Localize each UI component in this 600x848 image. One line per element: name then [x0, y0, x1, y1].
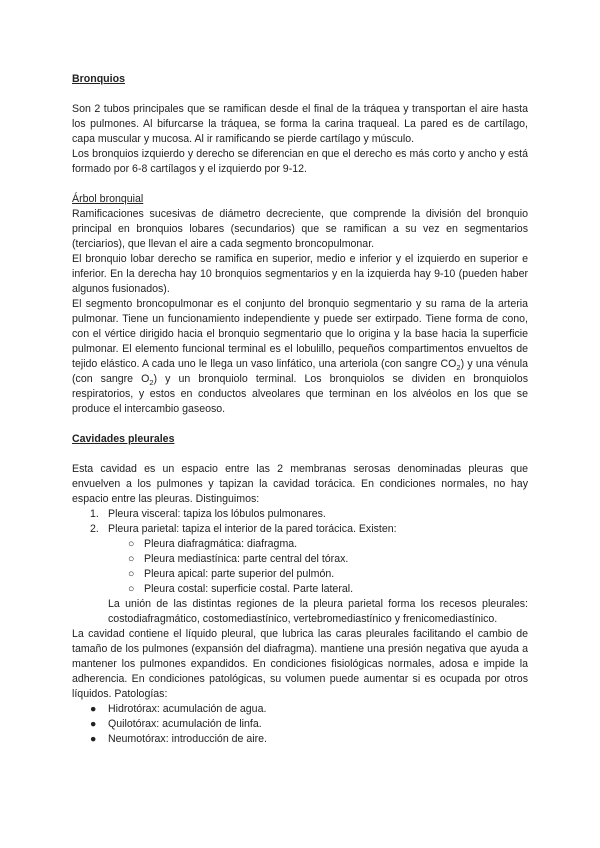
list-item [72, 522, 528, 537]
bullet-item [72, 717, 528, 732]
paragraph-cavidades-2: La cavidad contiene el líquido pleural, que lubrica las caras pleurales facilitando el cambio de tamaño de los pulmones (expansión del diafragma). mantiene una presión negativa que ayuda a mantener los pulmones expandidos. En condiciones fisiológicas normales, adosa e impide la adherencia. En condiciones patológicas, su volumen puede aumentar si es ocupada por otros líquidos. Patologías: [72, 628, 528, 700]
sublist-item-text: Pleura apical: parte superior del pulmón. [144, 568, 335, 580]
sublist-item [72, 537, 528, 552]
paragraph-cavidades-1: Esta cavidad es un espacio entre las 2 membranas serosas denominadas pleuras que envuelven a los pulmones y tapizan la cavidad torácica. En condiciones normales, no hay espacio entre las pleuras. Distinguimos: [72, 463, 528, 505]
circle-bullet-icon: ○ [128, 538, 135, 550]
bullet-icon: ● [90, 703, 97, 715]
paragraph-arbol-3-part-a: El segmento broncopulmonar es el conjunto del bronquio segmentario y su rama de la arteria pulmonar. Tiene un funcionamiento independiente y puede ser extirpado. Tiene forma de cono, con el vértice dirigido hacia el bronquio segmentario que lo origina y la base hacia la superficie pulmonar. El elemento funcional terminal es el lobulillo, pequeños compartimentos envueltos de tejido elástico. A cada uno le llega un vaso linfático, una arteriola (con sangre CO [72, 298, 528, 370]
sublist-item [72, 567, 528, 582]
bullet-item-text: Neumotórax: introducción de aire. [108, 733, 267, 745]
circle-bullet-icon: ○ [128, 568, 135, 580]
list-number: 2. [90, 523, 99, 535]
co2-subscript: 2 [456, 363, 461, 373]
circle-bullet-icon: ○ [128, 553, 135, 565]
bullet-item [72, 732, 528, 747]
paragraph-bronquios-1: Son 2 tubos principales que se ramifican desde el final de la tráquea y transportan el aire hasta los pulmones. Al bifurcarse la tráquea, se forma la carina traqueal. La pared es de cartílago, capa muscular y mucosa. Al ir ramificando se pierde cartílago y músculo. [72, 103, 528, 145]
pleura-numbered-list [72, 507, 528, 537]
sublist-item-text: Pleura mediastínica: parte central del tórax. [144, 553, 349, 565]
bullet-item-text: Hidrotórax: acumulación de agua. [108, 703, 267, 715]
list-number: 1. [90, 508, 99, 520]
paragraph-arbol-3 [72, 297, 528, 417]
o2-subscript: 2 [149, 378, 154, 388]
section-title-bronquios: Bronquios [72, 73, 125, 85]
sublist-item-text: Pleura costal: superficie costal. Parte lateral. [144, 583, 354, 595]
sublist-item-text: Pleura diafragmática: diafragma. [144, 538, 298, 550]
list-item-text: Pleura parietal: tapiza el interior de la pared torácica. Existen: [108, 523, 397, 535]
sublist-item [72, 552, 528, 567]
recesos-pleurales-note: La unión de las distintas regiones de la pleura parietal forma los recesos pleurales: costodiafragmático, costomediastínico, vertebromediastínico y frenicomediastínico. [108, 598, 528, 625]
bullet-item [72, 702, 528, 717]
bullet-icon: ● [90, 733, 97, 745]
sublist-item [72, 582, 528, 597]
bullet-item-text: Quilotórax: acumulación de linfa. [108, 718, 262, 730]
pleura-parietal-sublist [72, 537, 528, 597]
bullet-icon: ● [90, 718, 97, 730]
paragraph-bronquios-2: Los bronquios izquierdo y derecho se diferencian en que el derecho es más corto y ancho y está formado por 6-8 cartílagos y el izquierdo por 9-12. [72, 148, 528, 175]
section-title-arbol-bronquial: Árbol bronquial [72, 193, 144, 205]
section-title-cavidades-pleurales: Cavidades pleurales [72, 433, 175, 445]
paragraph-arbol-1: Ramificaciones sucesivas de diámetro decreciente, que comprende la división del bronquio principal en bronquios lobares (secundarios) que se ramifican a su vez en segmentarios (terciarios), que llevan el aire a cada segmento broncopulmonar. [72, 208, 528, 250]
paragraph-arbol-2: El bronquio lobar derecho se ramifica en superior, medio e inferior y el izquierdo en superior e inferior. En la derecha hay 10 bronquios segmentarios y en la izquierda hay 9-10 (pueden haber algunos fusionados). [72, 253, 528, 295]
list-item [72, 507, 528, 522]
patologias-bullet-list [72, 702, 528, 747]
paragraph-arbol-3-part-c: ) y un bronquiolo terminal. Los bronquiolos se dividen en bronquiolos respiratorios, y estos en conductos alveolares que terminan en los alvéolos en los que se produce el intercambio gaseoso. [72, 373, 528, 415]
list-item-text: Pleura visceral: tapiza los lóbulos pulmonares. [108, 508, 326, 520]
document-page [72, 72, 528, 747]
paragraph-arbol-3-part-b: ) y una vénula (con sangre O [72, 358, 528, 385]
circle-bullet-icon: ○ [128, 583, 135, 595]
